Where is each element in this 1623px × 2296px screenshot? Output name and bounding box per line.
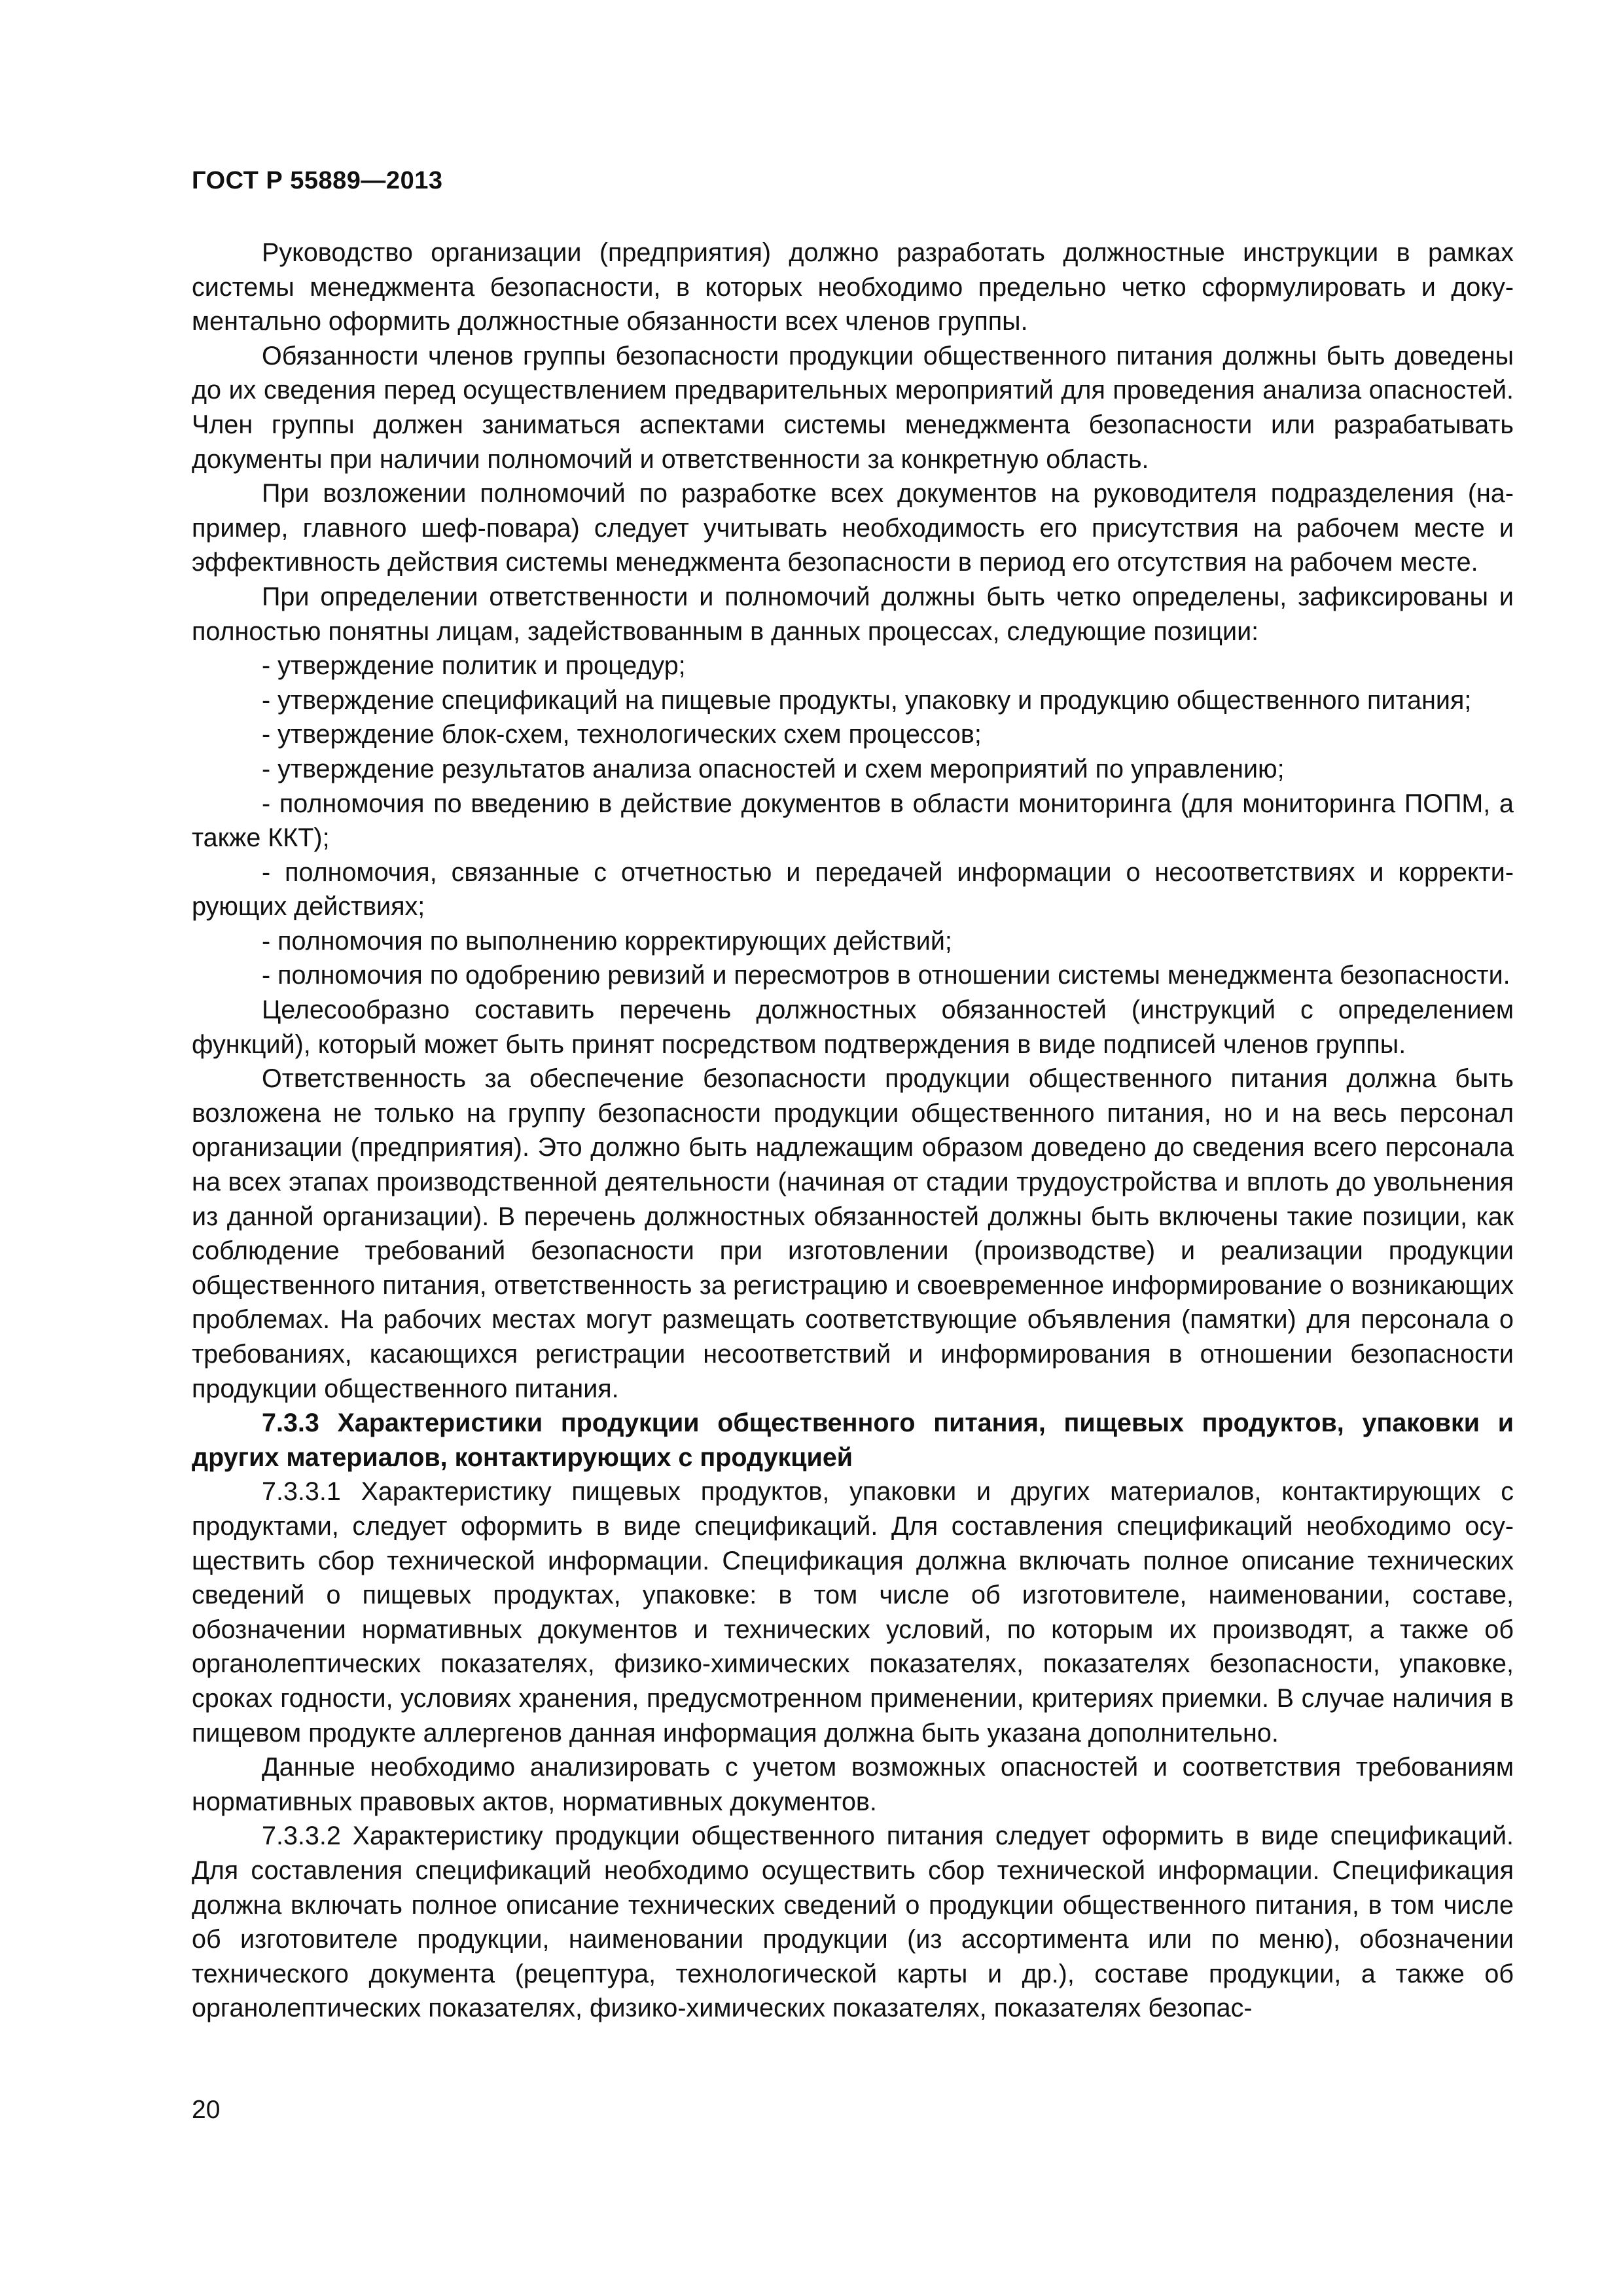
- paragraph: При определении ответственности и полномочий должны быть четко определены, зафиксированы и полностью понятны лицам, задействованным в данных процессах, следующие позиции:: [192, 582, 1514, 646]
- list-item: - утверждение политик и процедур;: [262, 651, 686, 681]
- document-page: [192, 164, 1514, 2245]
- document-body: [192, 236, 1514, 2026]
- paragraph: Целесообразно составить перечень должностных обязанностей (инструкций с определением функций), который может быть принят посредством подтверждения в виде подписей членов группы.: [192, 996, 1514, 1059]
- paragraph: Обязанности членов группы безопасности продукции общественного питания должны быть доведены до их сведения перед осуществлением предварительных мероприятий для проведения анализа опасностей. Член группы должен заниматься аспектами системы менеджмента безопасности или разрабатывать документы при наличии полномочий и ответственности за конкретную область.: [192, 341, 1514, 474]
- paragraph: Ответственность за обеспечение безопасности продукции общественного питания должна быть возложена не только на группу безопасности продукции общественного питания, но и на весь персонал организации (предприятия). Это должно быть надлежащим образом доведено до сведения всего персонала на всех этапах производственной деятельности (начиная от стадии трудоустройства и вплоть до увольнения из данной организации). В перечень должностных обязанностей должны быть включены такие позиции, как соблюдение требований безопасности при изготовлении (производстве) и реализации продукции общественного питания, ответственность за регистрацию и своевременное информирование о возникающих проблемах. На рабочих местах могут размещать соответствующие объявления (памятки) для персонала о требованиях, касающихся регистрации несоответствий и информирования в отношении безопасности продукции общественного питания.: [192, 1064, 1514, 1403]
- section-heading: 7.3.3 Характеристики продукции общественного питания, пищевых продуктов, упаковки и других материалов, контактирующих с продукцией: [192, 1408, 1514, 1472]
- list-item: - полномочия по введению в действие документов в области мониторинга (для мониторинга ПОПМ, а также ККТ);: [192, 789, 1514, 853]
- paragraph: При возложении полномочий по разработке всех документов на руководителя подразделения (например, главного шеф-повара) следует учитывать необходимость его присутствия на рабочем месте и эффективность действия системы менеджмента безопасности в период его отсутствия на рабочем месте.: [192, 479, 1514, 577]
- list-item: - утверждение результатов анализа опасностей и схем мероприятий по управлению;: [262, 754, 1285, 783]
- paragraph: 7.3.3.1 Характеристику пищевых продуктов, упаковки и других материалов, контактирующих с продуктами, следует оформить в виде спецификаций. Для составления спецификаций необходимо осуществить сбор технической информации. Спецификация должна включать полное описание технических сведений о пищевых продуктах, упаковке: в том числе об изготовителе, наименовании, составе, обозначении нормативных документов и технических условий, по которым их производят, а также об органолептических показателях, физико-химических показателях, показателях безопасности, упаковке, сроках годности, условиях хранения, предусмотренном применении, критериях приемки. В случае наличия в пищевом продукте аллергенов данная информация должна быть указана дополнительно.: [192, 1477, 1514, 1748]
- list-item: - полномочия по одобрению ревизий и пересмотров в отношении системы менеджмента безопасности.: [262, 961, 1510, 990]
- paragraph: 7.3.3.2 Характеристику продукции общественного питания следует оформить в виде спецификаций. Для составления спецификаций необходимо осуществить сбор технической информации. Спецификация должна включать полное описание технических сведений о продукции общественного питания, в том числе об изготовителе продукции, наименовании продукции (из ассортимента или по меню), обозначении технического документа (рецептура, технологической карты и др.), составе продукции, а также об органолептических показателях, физико-химических показателях, показателях безопас-: [192, 1821, 1514, 2023]
- page-number: 20: [192, 2096, 221, 2124]
- list-item: - полномочия, связанные с отчетностью и передачей информации о несоответствиях и корректирующих действиях;: [192, 857, 1514, 922]
- list-item: - утверждение блок-схем, технологических схем процессов;: [262, 720, 982, 749]
- list-item: - полномочия по выполнению корректирующих действий;: [262, 926, 952, 956]
- list-item: - утверждение спецификаций на пищевые продукты, упаковку и продукцию общественного питания;: [262, 685, 1472, 715]
- standard-id: ГОСТ Р 55889—2013: [192, 167, 443, 194]
- paragraph: Руководство организации (предприятия) должно разработать должностные инструкции в рамках системы менеджмента безопасности, в которых необходимо предельно четко сформулировать и документально оформить должностные обязанности всех членов группы.: [192, 238, 1514, 336]
- paragraph: Данные необходимо анализировать с учетом возможных опасностей и соответствия требованиям нормативных правовых актов, нормативных документов.: [192, 1753, 1514, 1816]
